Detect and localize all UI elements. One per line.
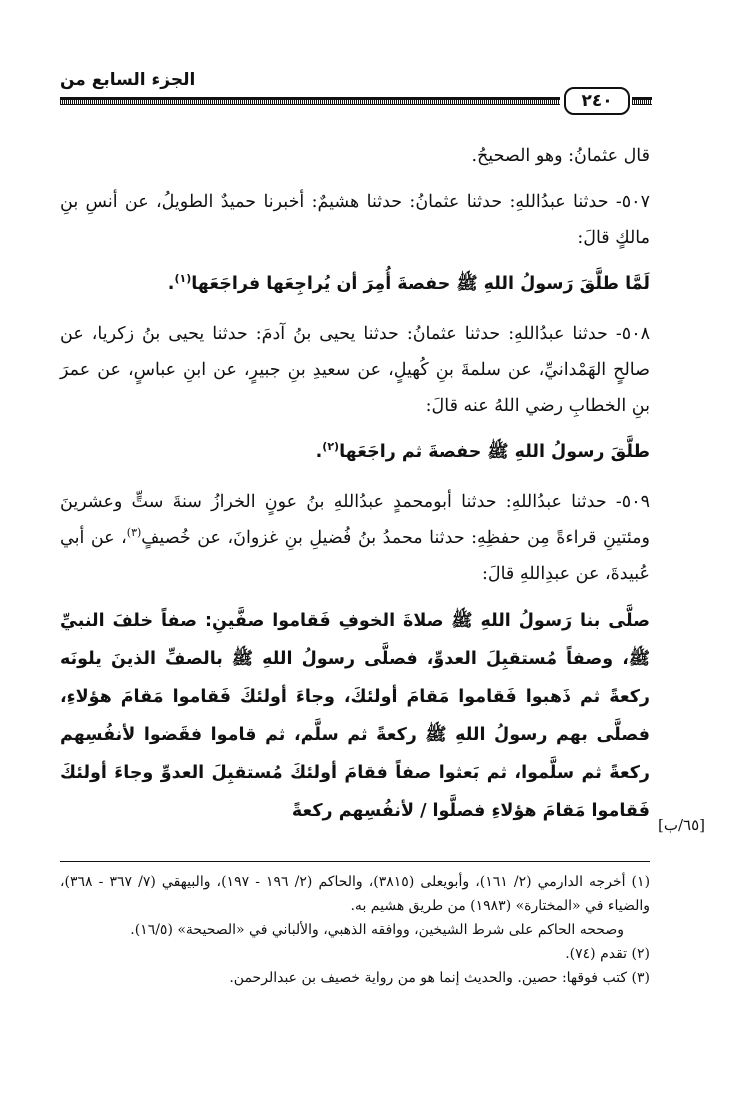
footnote-2: (٢) تقدم (٧٤). xyxy=(565,946,650,962)
matn-text: طلَّقَ رسولُ اللهِ ﷺ حفصةَ ثم راجَعَها xyxy=(339,442,650,462)
hadith-number: ٥٠٨- xyxy=(615,324,650,344)
hadith-number: ٥٠٩- xyxy=(615,492,650,512)
matn-text: صلَّى بنا رَسولُ اللهِ ﷺ صلاةَ الخوفِ فَقاموا صفَّينِ: صفاً خلفَ النبيِّ ﷺ، وصفاً مُستقبِلَ العدوِّ، فصلَّى رسولُ اللهِ ﷺ بالصفِّ الذينَ يلونَه ركعةً ثم ذَهبوا فَقاموا مَقامَ أولئكَ، وجاءَ أولئكَ فَقاموا مَقامَ هؤلاءِ، فصلَّى بهم رسولُ اللهِ ﷺ ركعةً ثم سلَّم، ثم قاموا فقَضوا لأنفُسِهم ركعةً ثم سلَّموا، ثم بَعثوا صفاً فقامَ أولئكَ مُستقبِلَ العدوِّ وجاءَ أولئكَ فَقاموا مَقامَ هؤلاءِ فصلَّوا / لأنفُسِهم ركعةً xyxy=(60,611,650,821)
footnote-divider xyxy=(60,861,650,862)
opening-statement: قال عثمانُ: وهو الصحيحُ. xyxy=(471,146,650,166)
isnad-text: حدثنا عبدُاللهِ: حدثنا عثمانُ: حدثنا هشيمٌ: أخبرنا حميدٌ الطويلُ، عن أنسِ بنِ مالكٍ قالَ: xyxy=(60,192,650,248)
hadith-508-matn: طلَّقَ رسولُ اللهِ ﷺ حفصةَ ثم راجَعَها$^{(٢)}$. xyxy=(315,440,650,462)
hadith-509-matn xyxy=(60,602,650,830)
main-text xyxy=(60,138,650,844)
folio-marker: [٦٥/ب] xyxy=(658,816,706,834)
footnote-1-continued: وصححه الحاكم على شرط الشيخين، ووافقه الذهبي، والألباني في «الصحيحة» (١٦/٥). xyxy=(130,922,624,938)
header-rule-end xyxy=(632,97,652,105)
footnotes xyxy=(60,870,650,990)
page-number: ٢٤٠ xyxy=(564,87,630,115)
hadith-507-isnad xyxy=(60,184,650,256)
hadith-number: ٥٠٧- xyxy=(615,192,650,212)
running-title: الجزء السابع من xyxy=(60,70,196,90)
header-rule xyxy=(60,97,560,105)
matn-text: لَمَّا طلَّقَ رَسولُ اللهِ ﷺ حفصةَ أُمِرَ أن يُراجِعَها فراجَعَها xyxy=(191,274,650,294)
page-header xyxy=(60,70,652,130)
footnote-ref-3[interactable]: (٣) xyxy=(126,526,142,540)
paragraph-opening xyxy=(60,138,650,174)
footnote-ref-2[interactable]: (٢) xyxy=(322,440,340,454)
hadith-508-isnad xyxy=(60,316,650,424)
hadith-507-matn: لَمَّا طلَّقَ رَسولُ اللهِ ﷺ حفصةَ أُمِرَ أن يُراجِعَها فراجَعَها$^{(١)}$. xyxy=(167,272,650,294)
isnad-text: حدثنا عبدُاللهِ: حدثنا أبومحمدٍ عبدُاللهِ بنُ عونٍ الخرازُ سنةَ ستٍّ وعشرينَ ومئتينِ قراءةً مِن حفظِهِ: حدثنا محمدُ بنُ فُضيلِ بنِ غزوانَ، عن خُصيفٍ xyxy=(60,492,650,548)
isnad-text-continued: ، عن أبي عُبيدةَ، عن عبدِاللهِ قالَ: xyxy=(60,528,650,584)
footnote-3: (٣) كتب فوقها: حصين. والحديث إنما هو من رواية خصيف بن عبدالرحمن. xyxy=(229,970,650,986)
isnad-text: حدثنا عبدُاللهِ: حدثنا عثمانُ: حدثنا يحيى بنُ آدمَ: حدثنا يحيى بنُ زكريا، عن صالحٍ الهَمْدانيِّ، عن سلمةَ بنِ كُهيلٍ، عن سعيدِ بنِ جبيرٍ، عن ابنِ عباسٍ، عن عمرَ بنِ الخطابِ رضي اللهُ عنه قالَ: xyxy=(60,324,650,416)
hadith-509-isnad xyxy=(60,484,650,592)
footnote-ref-1[interactable]: (١) xyxy=(174,272,192,286)
footnote-1: (١) أخرجه الدارمي (٢/ ١٦١)، وأبويعلى (٣٨١٥)، والحاكم (٢/ ١٩٦ - ١٩٧)، والبيهقي (٧/ ٣٦٧ - ٣٦٨)، والضياء في «المختارة» (١٩٨٣) من طريق هشيم به. xyxy=(60,874,651,914)
